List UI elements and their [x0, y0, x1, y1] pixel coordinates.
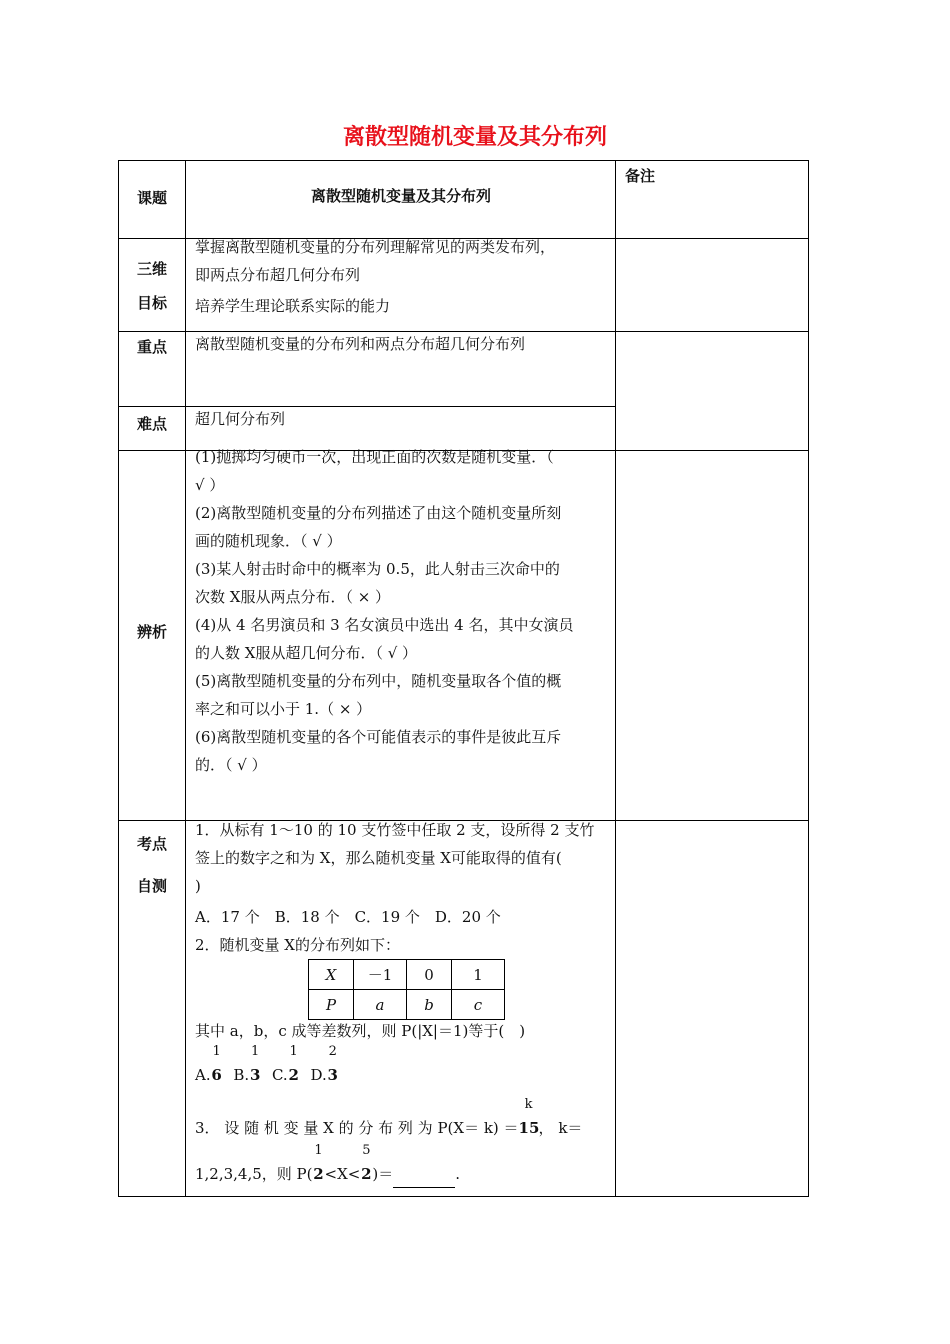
lesson-table — [118, 160, 809, 1197]
key-point-text: 离散型随机变量的分布列和两点分布超几何分布列 — [195, 335, 526, 353]
topic-title: 离散型随机变量及其分布列 — [310, 187, 491, 205]
self-test-q1: 1．从标有 1～10 的 10 支竹签中任取 2 支，设所得 2 支竹 签上的数字之和为 X，那么随机变量 X可能取得的值有( ) A．17 个 B．18 个 C．19 个 D．20 个 2．随机变量 X的分布列如下： — [195, 821, 595, 954]
self-test-label: 考点 自测 — [136, 835, 167, 895]
difficulty-label: 难点 — [136, 415, 167, 433]
analysis-text: (1)抛掷均匀硬币一次，出现正面的次数是随机变量．（ √ ） (2)离散型随机变量的分布列描述了由这个随机变量所刻 画的随机现象．（ √ ） (3)某人射击时命中的概率为 0.5，此人射击三次命中的 次数 X服从两点分布．（ × ） (4)从 4 名男演员和 3 名女演员中选出 4 名，其中女演员 的人数 X服从超几何分布．（ √ ） (5)离散型随机变量的分布列中，随机变量取各个值的概 率之和可以小于 1.（ × ） (6)离散型随机变量的各个可能值表示的事件是彼此互斥 的．（ √ ） — [195, 448, 574, 774]
remark-header: 备注 — [625, 167, 656, 185]
header-label: 课题 — [136, 189, 167, 207]
self-test-q2-text: 其中 a，b，c 成等差数列，则 P(|X|＝1)等于( ) — [195, 1022, 526, 1040]
difficulty-text: 超几何分布列 — [195, 410, 286, 428]
page-title: 离散型随机变量及其分布列 — [342, 125, 607, 150]
self-test-q2-options: A. 1 6 B. 1 3 C. 1 2 D. 2 3 — [195, 1044, 338, 1084]
goals-text: 掌握离散型随机变量的分布列理解常见的两类发布列， 即两点分布超几何分布列 培养学生理论联系实际的能力 — [195, 238, 556, 315]
self-test-q3-line1: 3． 设 随 机 变 量 X 的 分 布 列 为 P(X＝ k) ＝ k 15， k＝ — [195, 1097, 583, 1137]
distribution-table: X －1 0 1 P a b c — [308, 959, 505, 1020]
analysis-label: 辨析 — [136, 623, 167, 641]
self-test-q3-line2: 1,2,3,4,5，则 P( 1 2<X< 5 2)＝ . — [195, 1160, 460, 1188]
key-point-label: 重点 — [136, 338, 167, 356]
goals-label: 三维 目标 — [136, 260, 167, 312]
answer-blank — [393, 1171, 455, 1188]
